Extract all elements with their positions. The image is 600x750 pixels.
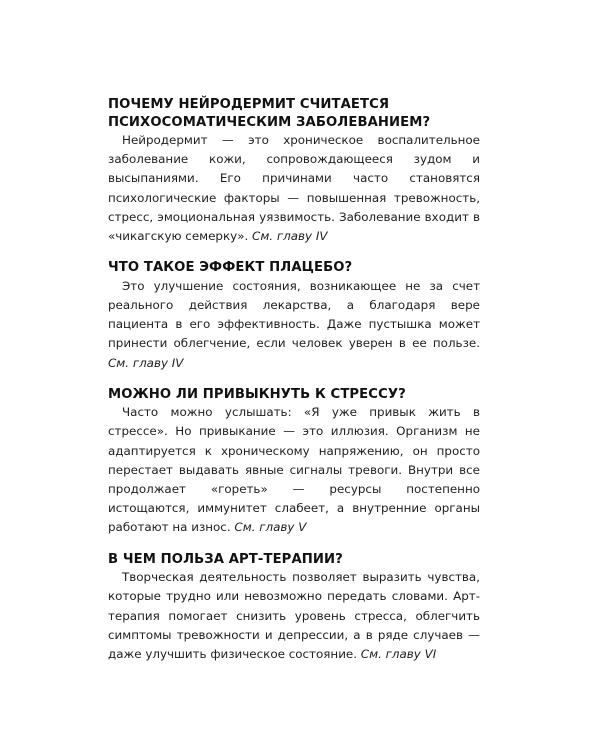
answer-body: Творческая деятельность позволяет выразить чувства, которые трудно или невозможно передать словами. Арт-терапия помогает снизить уровень стресса, облегчить симптомы тревожности и депрессии, а в ряде случаев — даже улучшить физическое состояние. — [108, 570, 480, 661]
question-title-line: ПСИХОСОМАТИЧЕСКИМ ЗАБОЛЕВАНИЕМ? — [108, 114, 431, 130]
faq-section-stress-habituation — [108, 386, 480, 538]
answer-text — [108, 403, 480, 537]
chapter-reference: См. главу IV — [252, 229, 328, 244]
question-title — [108, 96, 480, 131]
chapter-reference: См. главу V — [234, 520, 307, 535]
question-title-line: МОЖНО ЛИ ПРИВЫКНУТЬ К СТРЕССУ? — [108, 386, 406, 402]
answer-body: Часто можно услышать: «Я уже привык жить в стрессе». Но привыкание — это иллюзия. Организм не адаптируется к хроническому напряжению, он просто перестает выдавать явные сигналы тревоги. Внутри все продолжает «гореть» — ресурсы постепенно истощаются, иммунитет слабеет, а внутренние органы работают на износ. — [108, 405, 480, 535]
answer-text — [108, 568, 480, 664]
faq-section-placebo — [108, 259, 480, 373]
question-title-line: ПОЧЕМУ НЕЙРОДЕРМИТ СЧИТАЕТСЯ — [108, 97, 390, 112]
faq-section-art-therapy — [108, 551, 480, 665]
question-title — [108, 386, 480, 404]
answer-body: Нейродермит — это хроническое воспалительное заболевание кожи, сопровождающееся зудом и высыпаниями. Его причинами часто становятся психологические факторы — повышенная тревожность, стресс, эмоциональная уязвимость. Заболевание входит в «чикагскую семерку». — [108, 133, 480, 244]
document-page — [108, 96, 480, 677]
answer-text — [108, 131, 480, 246]
question-title — [108, 551, 480, 569]
chapter-reference: См. главу VI — [360, 646, 437, 661]
faq-section-neurodermatitis — [108, 96, 480, 246]
answer-body: Это улучшение состояния, возникающее не за счет реального действия лекарства, а благодаря вере пациента в его эффективность. Даже пустышка может принести облегчение, если человек уверен в ее пользе. — [108, 278, 480, 351]
question-title-line: В ЧЕМ ПОЛЬЗА АРТ-ТЕРАПИИ? — [108, 551, 343, 567]
question-title — [108, 259, 480, 277]
question-title-line: ЧТО ТАКОЕ ЭФФЕКТ ПЛАЦЕБО? — [108, 260, 353, 276]
chapter-reference: См. главу IV — [108, 355, 184, 370]
answer-text — [108, 277, 480, 373]
